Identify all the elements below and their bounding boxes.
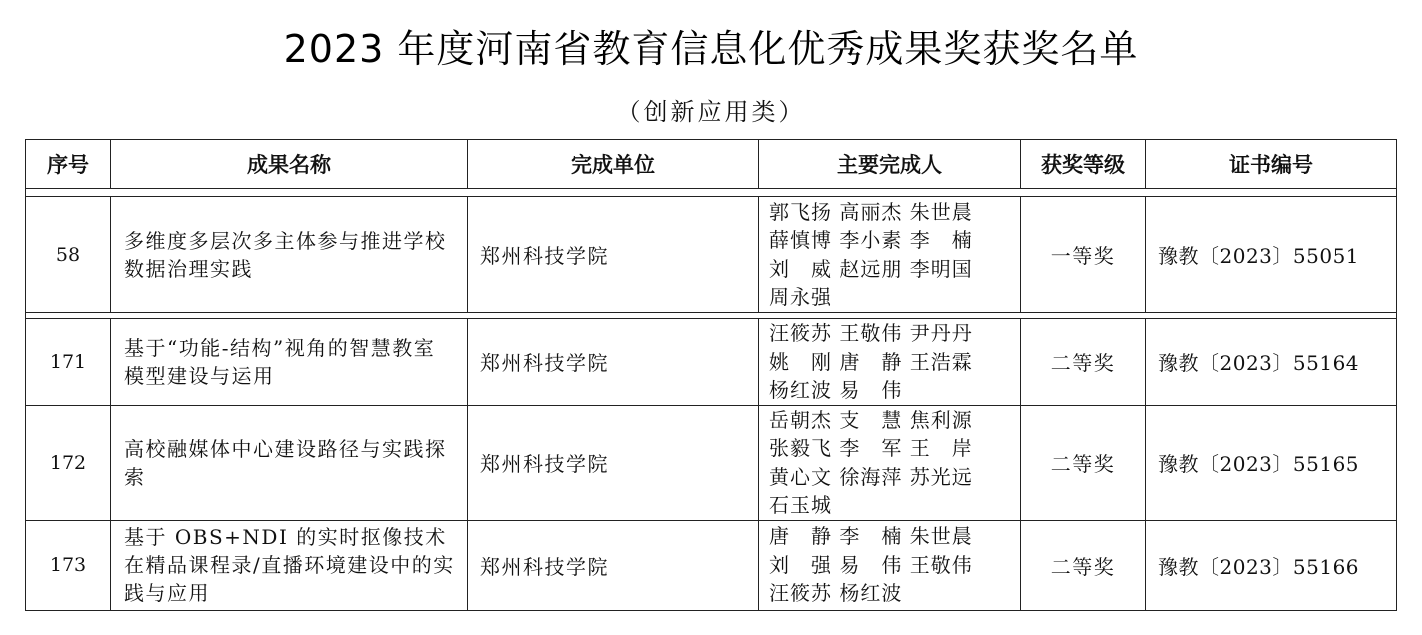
contributor-line: 姚 刚 唐 静 王浩霖: [769, 349, 973, 374]
award-level: 二等奖: [1021, 520, 1146, 610]
table-row: [26, 520, 1397, 610]
column-header-level: 获奖等级: [1021, 140, 1146, 189]
column-header-no: 序号: [26, 140, 111, 189]
achievement-title: 基于“功能-结构”视角的智慧教室模型建设与运用: [111, 319, 468, 406]
column-header-people: 主要完成人: [759, 140, 1021, 189]
certificate-number: 豫教〔2023〕55051: [1146, 197, 1397, 313]
main-contributors: [759, 319, 1021, 406]
completion-unit: 郑州科技学院: [468, 520, 759, 610]
main-contributors: [759, 520, 1021, 610]
table-row: [26, 405, 1397, 520]
contributor-line: 黄心文 徐海萍 苏光远: [769, 464, 973, 489]
contributor-line: 周永强: [769, 285, 832, 309]
row-number: 58: [26, 197, 111, 313]
contributor-line: 刘 威 赵远朋 李明国: [769, 256, 973, 281]
award-table: [25, 139, 1397, 611]
main-contributors: [759, 405, 1021, 520]
award-level: 二等奖: [1021, 319, 1146, 406]
row-number: 172: [26, 405, 111, 520]
row-number: 173: [26, 520, 111, 610]
contributor-line: 郭飞扬 高丽杰 朱世晨: [769, 199, 973, 224]
document-title: 2023 年度河南省教育信息化优秀成果奖获奖名单: [283, 27, 1139, 71]
contributor-line: 刘 强 易 伟 王敬伟: [769, 552, 973, 577]
contributor-line: 汪筱苏 杨红波: [769, 581, 903, 606]
completion-unit: 郑州科技学院: [468, 319, 759, 406]
certificate-number: 豫教〔2023〕55166: [1146, 520, 1397, 610]
contributor-line: 唐 静 李 楠 朱世晨: [769, 524, 973, 549]
achievement-title: 高校融媒体中心建设路径与实践探索: [111, 405, 468, 520]
table-row: [26, 319, 1397, 406]
contributor-line: 杨红波 易 伟: [769, 378, 903, 402]
table-spacer: [26, 189, 1397, 197]
contributor-line: 岳朝杰 支 慧 焦利源: [769, 407, 973, 432]
table-header-row: [26, 140, 1397, 189]
award-level: 一等奖: [1021, 197, 1146, 313]
award-level: 二等奖: [1021, 405, 1146, 520]
contributor-line: 汪筱苏 王敬伟 尹丹丹: [769, 321, 973, 345]
main-contributors: [759, 197, 1021, 313]
column-header-cert: 证书编号: [1146, 140, 1397, 189]
contributor-line: 薛慎博 李小素 李 楠: [769, 228, 973, 252]
completion-unit: 郑州科技学院: [468, 405, 759, 520]
document-subtitle: （创新应用类）: [616, 98, 806, 126]
certificate-number: 豫教〔2023〕55165: [1146, 405, 1397, 520]
achievement-title: 基于 OBS+NDI 的实时抠像技术在精品课程录/直播环境建设中的实践与应用: [111, 520, 468, 610]
achievement-title: 多维度多层次多主体参与推进学校数据治理实践: [111, 197, 468, 313]
column-header-title: 成果名称: [111, 140, 468, 189]
certificate-number: 豫教〔2023〕55164: [1146, 319, 1397, 406]
table-row: [26, 197, 1397, 313]
completion-unit: 郑州科技学院: [468, 197, 759, 313]
row-number: 171: [26, 319, 111, 406]
contributor-line: 石玉城: [769, 493, 832, 517]
contributor-line: 张毅飞 李 军 王 岸: [769, 436, 973, 460]
column-header-unit: 完成单位: [468, 140, 759, 189]
